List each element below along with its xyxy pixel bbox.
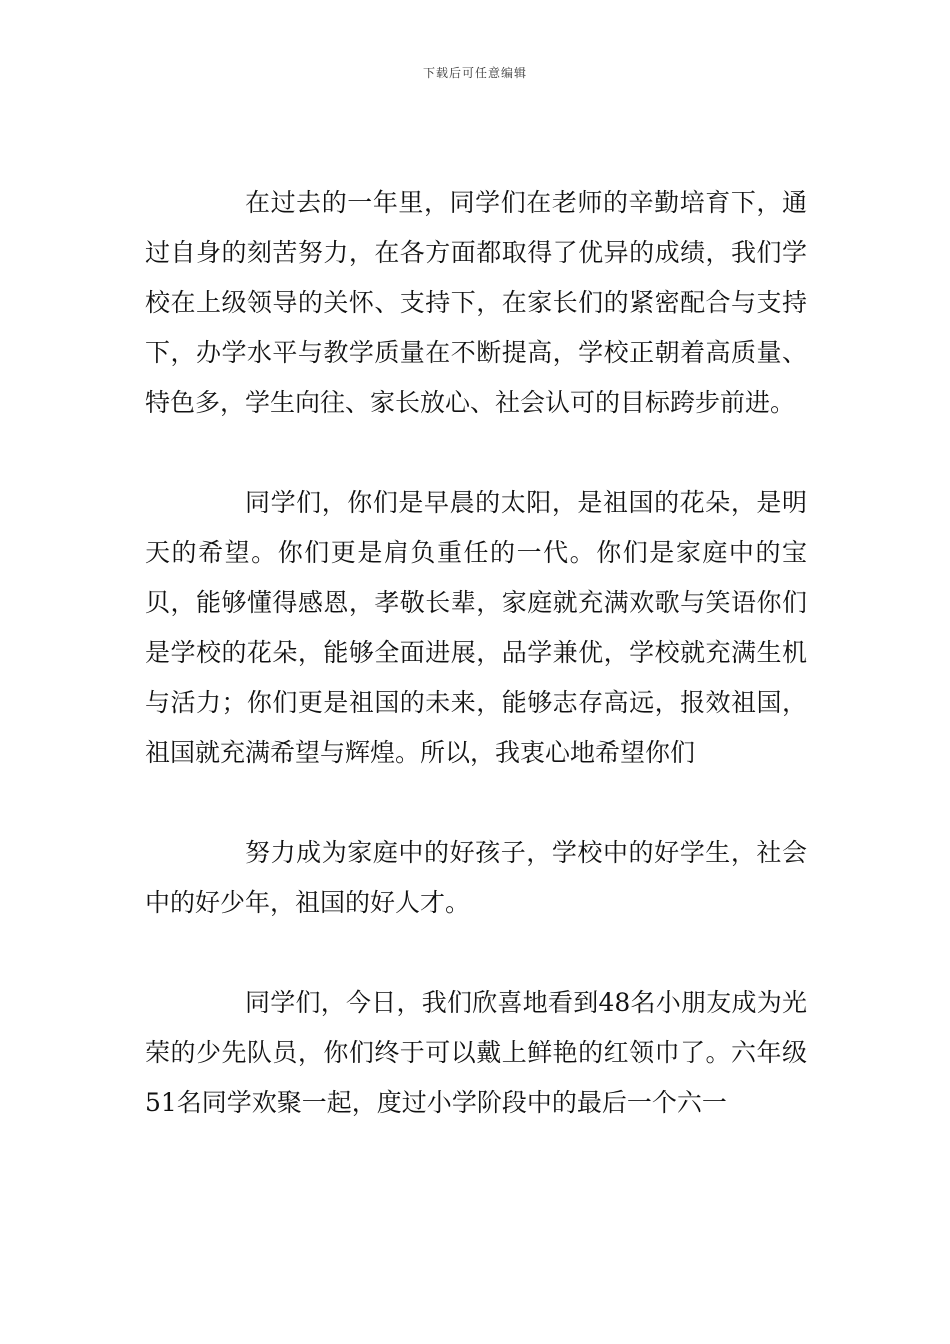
paragraph-3: 努力成为家庭中的好孩子，学校中的好学生，社会中的好少年，祖国的好人才。 xyxy=(145,838,807,917)
page-header-note: 下载后可任意编辑 xyxy=(422,66,527,80)
paragraph-2: 同学们，你们是早晨的太阳，是祖国的花朵，是明天的希望。你们更是肩负重任的一代。你们是家庭中的宝贝，能够懂得感恩，孝敬长辈，家庭就充满欢歌与笑语你们是学校的花朵，能够全面进展，品学兼优，学校就充满生机与活力；你们更是祖国的未来，能够志存高远，报效祖国，祖国就充满希望与辉煌。所以，我衷心地希望你们 xyxy=(145,488,807,767)
document-body xyxy=(145,178,807,1128)
paragraph-4: 同学们，今日，我们欣喜地看到48名小朋友成为光荣的少先队员，你们终于可以戴上鲜艳的红领巾了。六年级51名同学欢聚一起，度过小学阶段中的最后一个六一 xyxy=(145,988,807,1117)
paragraph-1: 在过去的一年里，同学们在老师的辛勤培育下，通过自身的刻苦努力，在各方面都取得了优异的成绩，我们学校在上级领导的关怀、支持下，在家长们的紧密配合与支持下，办学水平与教学质量在不断提高，学校正朝着高质量、特色多，学生向往、家长放心、社会认可的目标跨步前进。 xyxy=(145,188,807,417)
